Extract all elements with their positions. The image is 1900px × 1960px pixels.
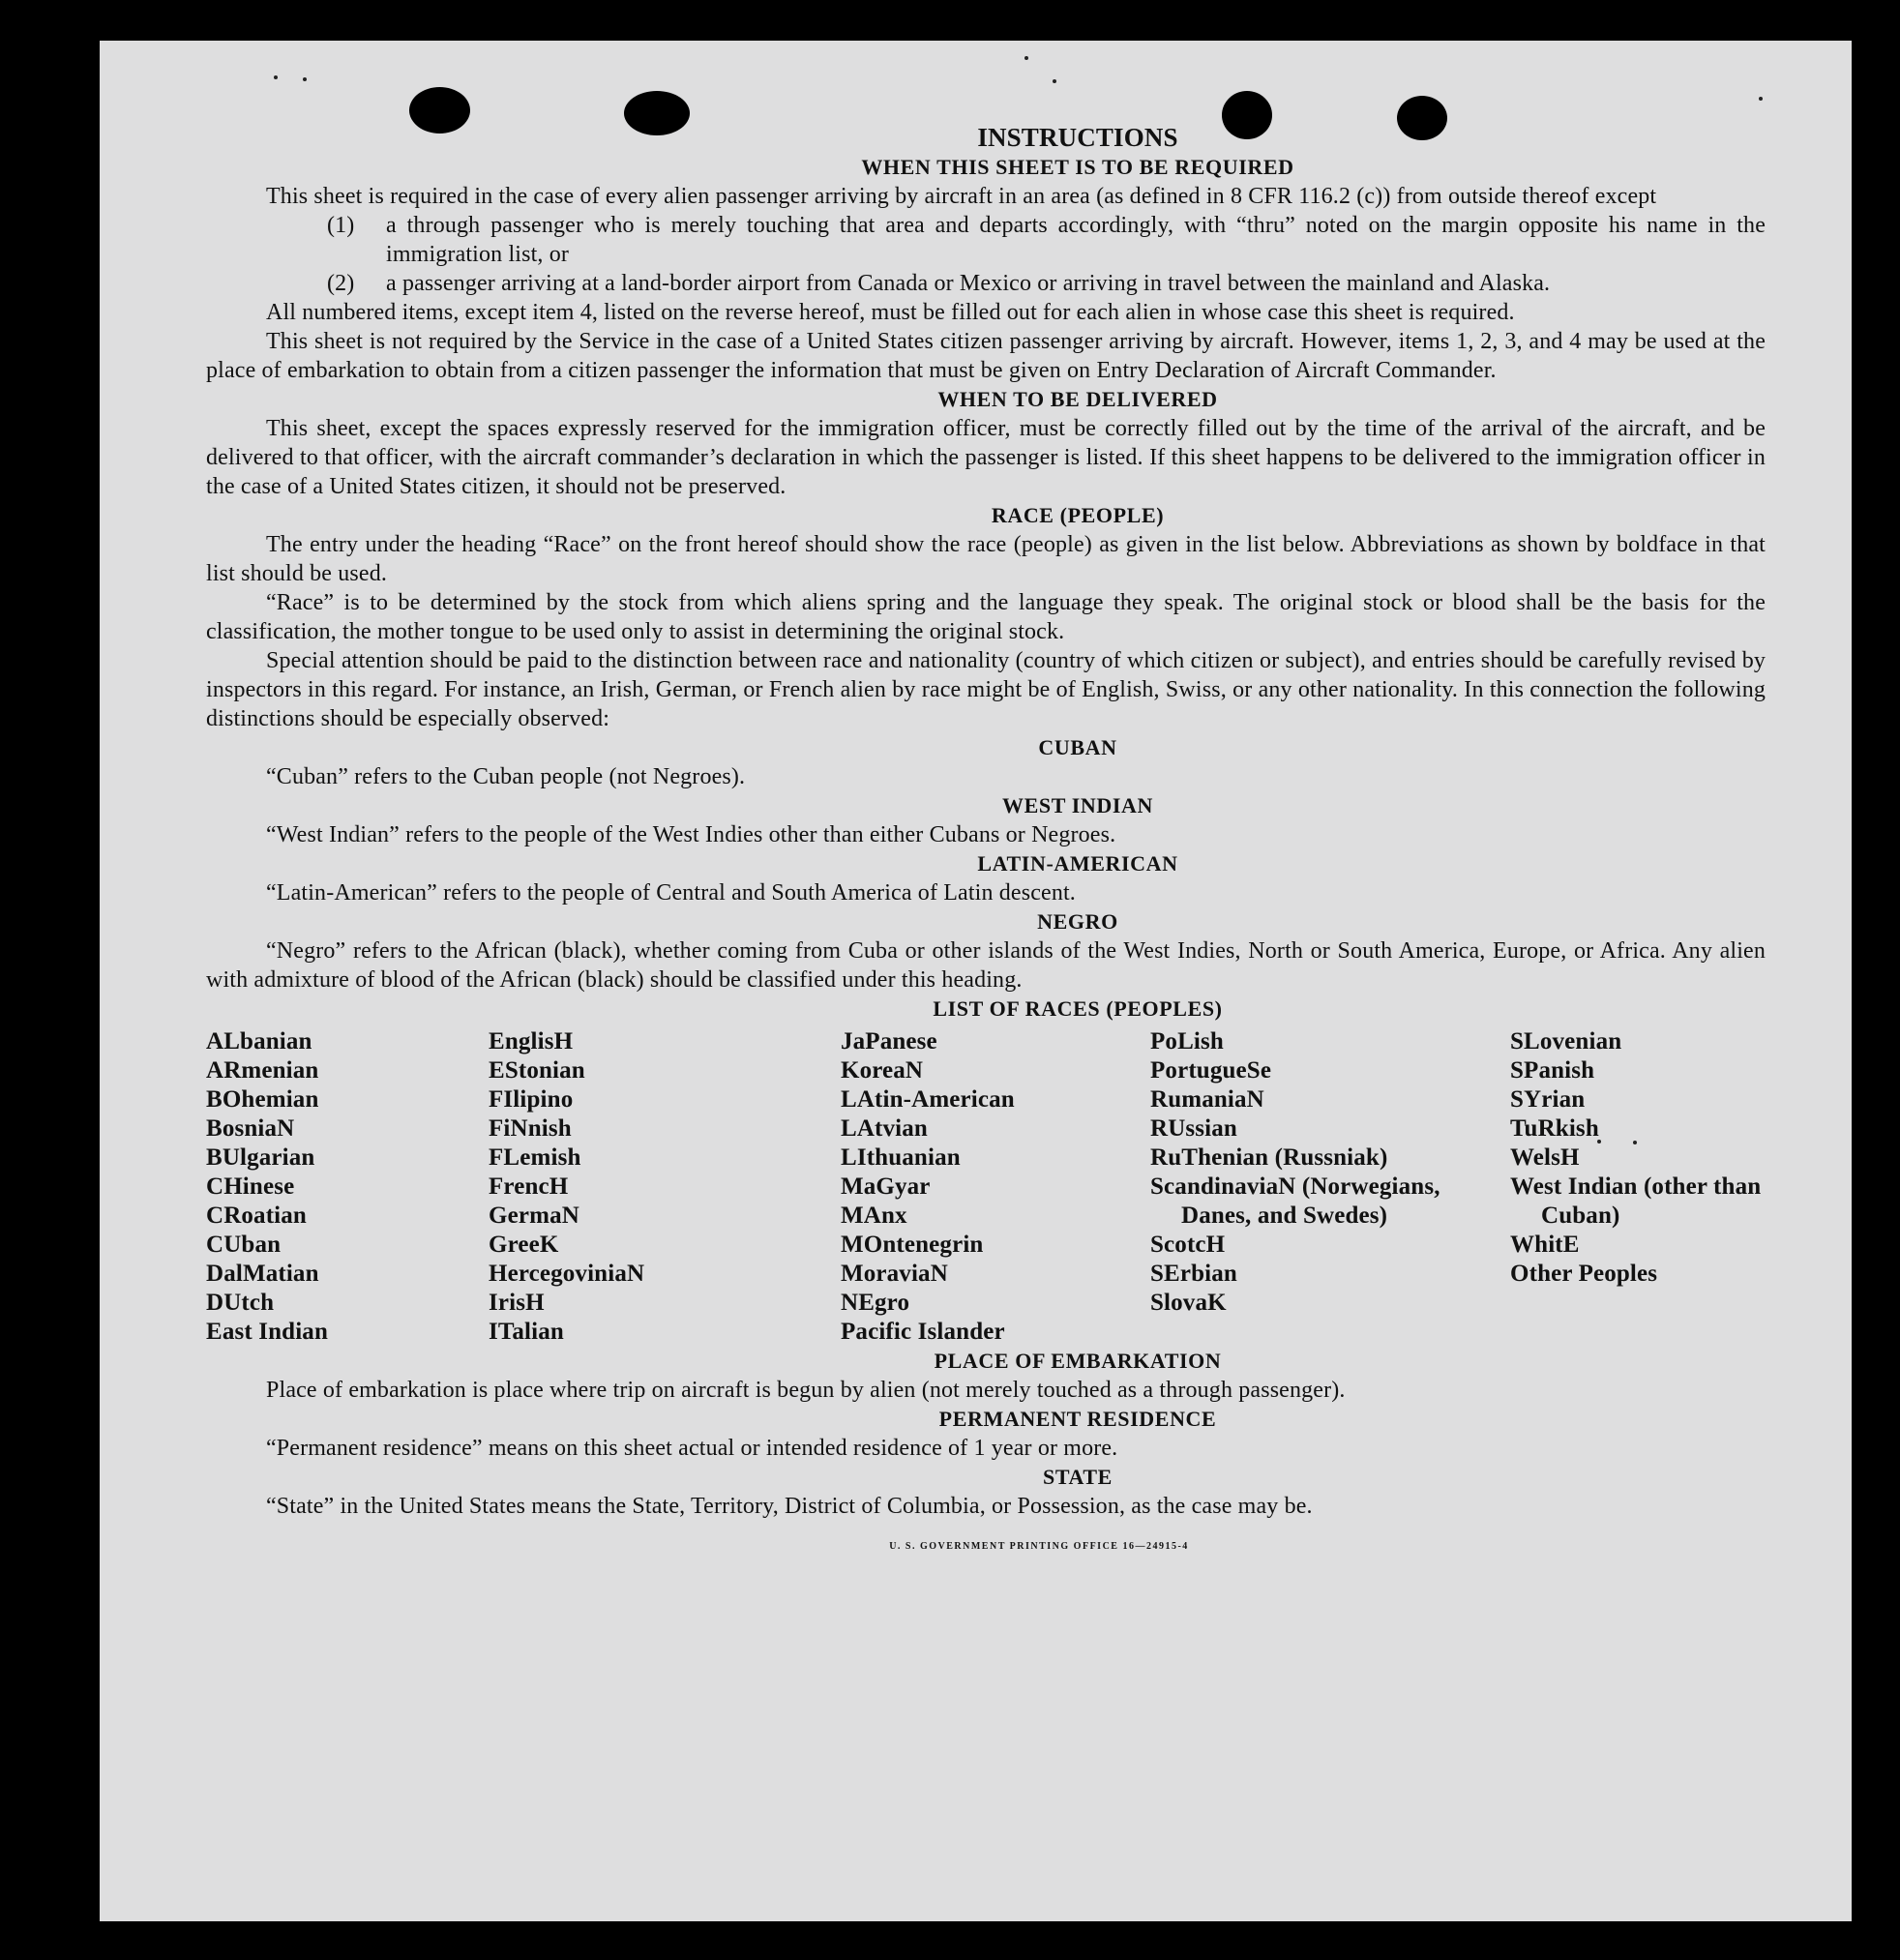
race-item: ITalian <box>489 1319 564 1345</box>
race-item: MOntenegrin <box>841 1232 984 1258</box>
race-column <box>1510 1027 1766 1347</box>
heading-place-of-embarkation: PLACE OF EMBARKATION <box>934 1349 1222 1373</box>
paragraph: All numbered items, except item 4, listed on the reverse hereof, must be filled out for each alien in whose case this sheet is required. <box>266 300 1515 325</box>
race-column <box>489 1027 841 1347</box>
paragraph: “Latin-American” refers to the people of Central and South America of Latin descent. <box>266 880 1076 906</box>
race-item: LAtin-American <box>841 1086 1015 1113</box>
race-item: TuRkish <box>1510 1115 1599 1142</box>
exception-item <box>206 211 1766 269</box>
race-item: JaPanese <box>841 1028 937 1054</box>
race-item: WelsH <box>1510 1144 1580 1171</box>
paragraph: This sheet is required in the case of every alien passenger arriving by aircraft in an area (as defined in 8 CFR 116.2 (c)) from outside thereof except <box>266 184 1657 209</box>
race-item: ALbanian <box>206 1028 312 1054</box>
race-item: SErbian <box>1150 1261 1237 1287</box>
paragraph: The entry under the heading “Race” on the front hereof should show the race (people) as given in the list below. Abbreviations as shown by boldface in that list should be used. <box>206 532 1766 586</box>
instructions-content <box>206 122 1766 1561</box>
race-item: SLovenian <box>1510 1028 1622 1054</box>
race-item: CHinese <box>206 1173 295 1200</box>
race-item: DUtch <box>206 1290 275 1316</box>
race-item: EStonian <box>489 1057 585 1084</box>
race-item: Other Peoples <box>1510 1261 1658 1287</box>
race-item: DalMatian <box>206 1261 319 1287</box>
race-item: MaGyar <box>841 1173 931 1200</box>
race-column <box>206 1027 489 1347</box>
race-item: West Indian (other than Cuban) <box>1510 1173 1762 1229</box>
exception-number: (2) <box>327 271 355 296</box>
race-item: NEgro <box>841 1290 910 1316</box>
paragraph: Place of embarkation is place where trip on aircraft is begun by alien (not merely touched as a through passenger). <box>266 1378 1346 1403</box>
race-item: RumaniaN <box>1150 1086 1264 1113</box>
paragraph: “Negro” refers to the African (black), whether coming from Cuba or other islands of the West Indies, North or South America, Europe, or Africa. Any alien with admixture of blood of the African (black) should be classified under this heading. <box>206 938 1766 993</box>
race-item: LIthuanian <box>841 1144 961 1171</box>
paragraph: Special attention should be paid to the distinction between race and nationality (country of which citizen or subject), and entries should be carefully revised by inspectors in this regard. For instance, an Irish, German, or French alien by race might be of English, Swiss, or any other nationality. In this connection the following distinctions should be especially observed: <box>206 648 1766 731</box>
heading-when-required: WHEN THIS SHEET IS TO BE REQUIRED <box>861 155 1294 179</box>
race-item: FiNnish <box>489 1115 572 1142</box>
heading-latin-american: LATIN-AMERICAN <box>977 851 1178 876</box>
paragraph: “State” in the United States means the State, Territory, District of Columbia, or Possession, as the case may be. <box>266 1494 1313 1519</box>
race-item: ARmenian <box>206 1057 319 1084</box>
race-item: MoraviaN <box>841 1261 948 1287</box>
race-item: SYrian <box>1510 1086 1586 1113</box>
race-column <box>841 1027 1150 1347</box>
paragraph: “Permanent residence” means on this sheet actual or intended residence of 1 year or more. <box>266 1436 1118 1461</box>
race-item: FLemish <box>489 1144 581 1171</box>
race-item: HercegoviniaN <box>489 1261 645 1287</box>
race-item: SPanish <box>1510 1057 1595 1084</box>
race-list <box>206 1027 1766 1347</box>
speck <box>1759 97 1763 101</box>
race-item: BUlgarian <box>206 1144 315 1171</box>
paragraph: “West Indian” refers to the people of the West Indies other than either Cubans or Negroes. <box>266 822 1116 847</box>
speck <box>1053 79 1056 83</box>
race-item: FIlipino <box>489 1086 574 1113</box>
race-item: FrencH <box>489 1173 569 1200</box>
race-item: IrisH <box>489 1290 545 1316</box>
race-item: BOhemian <box>206 1086 319 1113</box>
heading-west-indian: WEST INDIAN <box>1002 793 1153 817</box>
race-item: ScandinaviaN (Norwegians, Danes, and Swedes) <box>1150 1173 1440 1229</box>
race-item: MAnx <box>841 1203 907 1229</box>
race-item: BosniaN <box>206 1115 295 1142</box>
race-item: CRoatian <box>206 1203 307 1229</box>
race-item: GermaN <box>489 1203 579 1229</box>
printer-footer: U. S. GOVERNMENT PRINTING OFFICE 16—24915-4 <box>889 1541 1189 1552</box>
race-item: CUban <box>206 1232 282 1258</box>
heading-race: RACE (PEOPLE) <box>991 503 1165 527</box>
paragraph: This sheet, except the spaces expressly reserved for the immigration officer, must be correctly filled out by the time of the arrival of the aircraft, and be delivered to that officer, with the aircraft commander’s declaration in which the passenger is listed. If this sheet happens to be delivered to the immigration officer in the case of a United States citizen, it should not be preserved. <box>206 416 1766 499</box>
race-item: RUssian <box>1150 1115 1237 1142</box>
speck <box>274 75 278 79</box>
paragraph: “Race” is to be determined by the stock from which aliens spring and the language they speak. The original stock or blood shall be the basis for the classification, the mother tongue to be used only to assist in determining the original stock. <box>206 590 1766 644</box>
paragraph: “Cuban” refers to the Cuban people (not Negroes). <box>266 764 746 789</box>
race-item: RuThenian (Russniak) <box>1150 1144 1388 1171</box>
race-column <box>1150 1027 1510 1347</box>
exception-text: a passenger arriving at a land-border airport from Canada or Mexico or arriving in travel between the mainland and Alaska. <box>386 271 1551 296</box>
heading-list-of-races: LIST OF RACES (PEOPLES) <box>933 996 1223 1021</box>
race-item: ScotcH <box>1150 1232 1226 1258</box>
race-item: PortugueSe <box>1150 1057 1272 1084</box>
race-item: EnglisH <box>489 1028 574 1054</box>
race-item: WhitE <box>1510 1232 1580 1258</box>
heading-when-delivered: WHEN TO BE DELIVERED <box>937 387 1218 411</box>
race-item: SlovaK <box>1150 1290 1227 1316</box>
speck <box>1024 56 1028 60</box>
race-item: GreeK <box>489 1232 559 1258</box>
page-title: INSTRUCTIONS <box>977 123 1178 152</box>
document-sheet <box>100 41 1852 1921</box>
exception-text: a through passenger who is merely touching that area and departs accordingly, with “thru” noted on the margin opposite his name in the immigration list, or <box>386 213 1766 267</box>
race-item: LAtvian <box>841 1115 928 1142</box>
exception-number: (1) <box>327 213 355 238</box>
paragraph: This sheet is not required by the Service in the case of a United States citizen passenger arriving by aircraft. However, items 1, 2, 3, and 4 may be used at the place of embarkation to obtain from a citizen passenger the information that must be given on Entry Declaration of Aircraft Commander. <box>206 329 1766 383</box>
race-item: KoreaN <box>841 1057 924 1084</box>
exception-item <box>206 269 1766 298</box>
race-item: Pacific Islander <box>841 1319 1005 1345</box>
heading-permanent-residence: PERMANENT RESIDENCE <box>938 1407 1217 1431</box>
speck <box>303 77 307 81</box>
heading-cuban: CUBAN <box>1038 735 1117 759</box>
race-item: East Indian <box>206 1319 329 1345</box>
heading-state: STATE <box>1043 1465 1113 1489</box>
heading-negro: NEGRO <box>1037 909 1118 934</box>
race-item: PoLish <box>1150 1028 1224 1054</box>
